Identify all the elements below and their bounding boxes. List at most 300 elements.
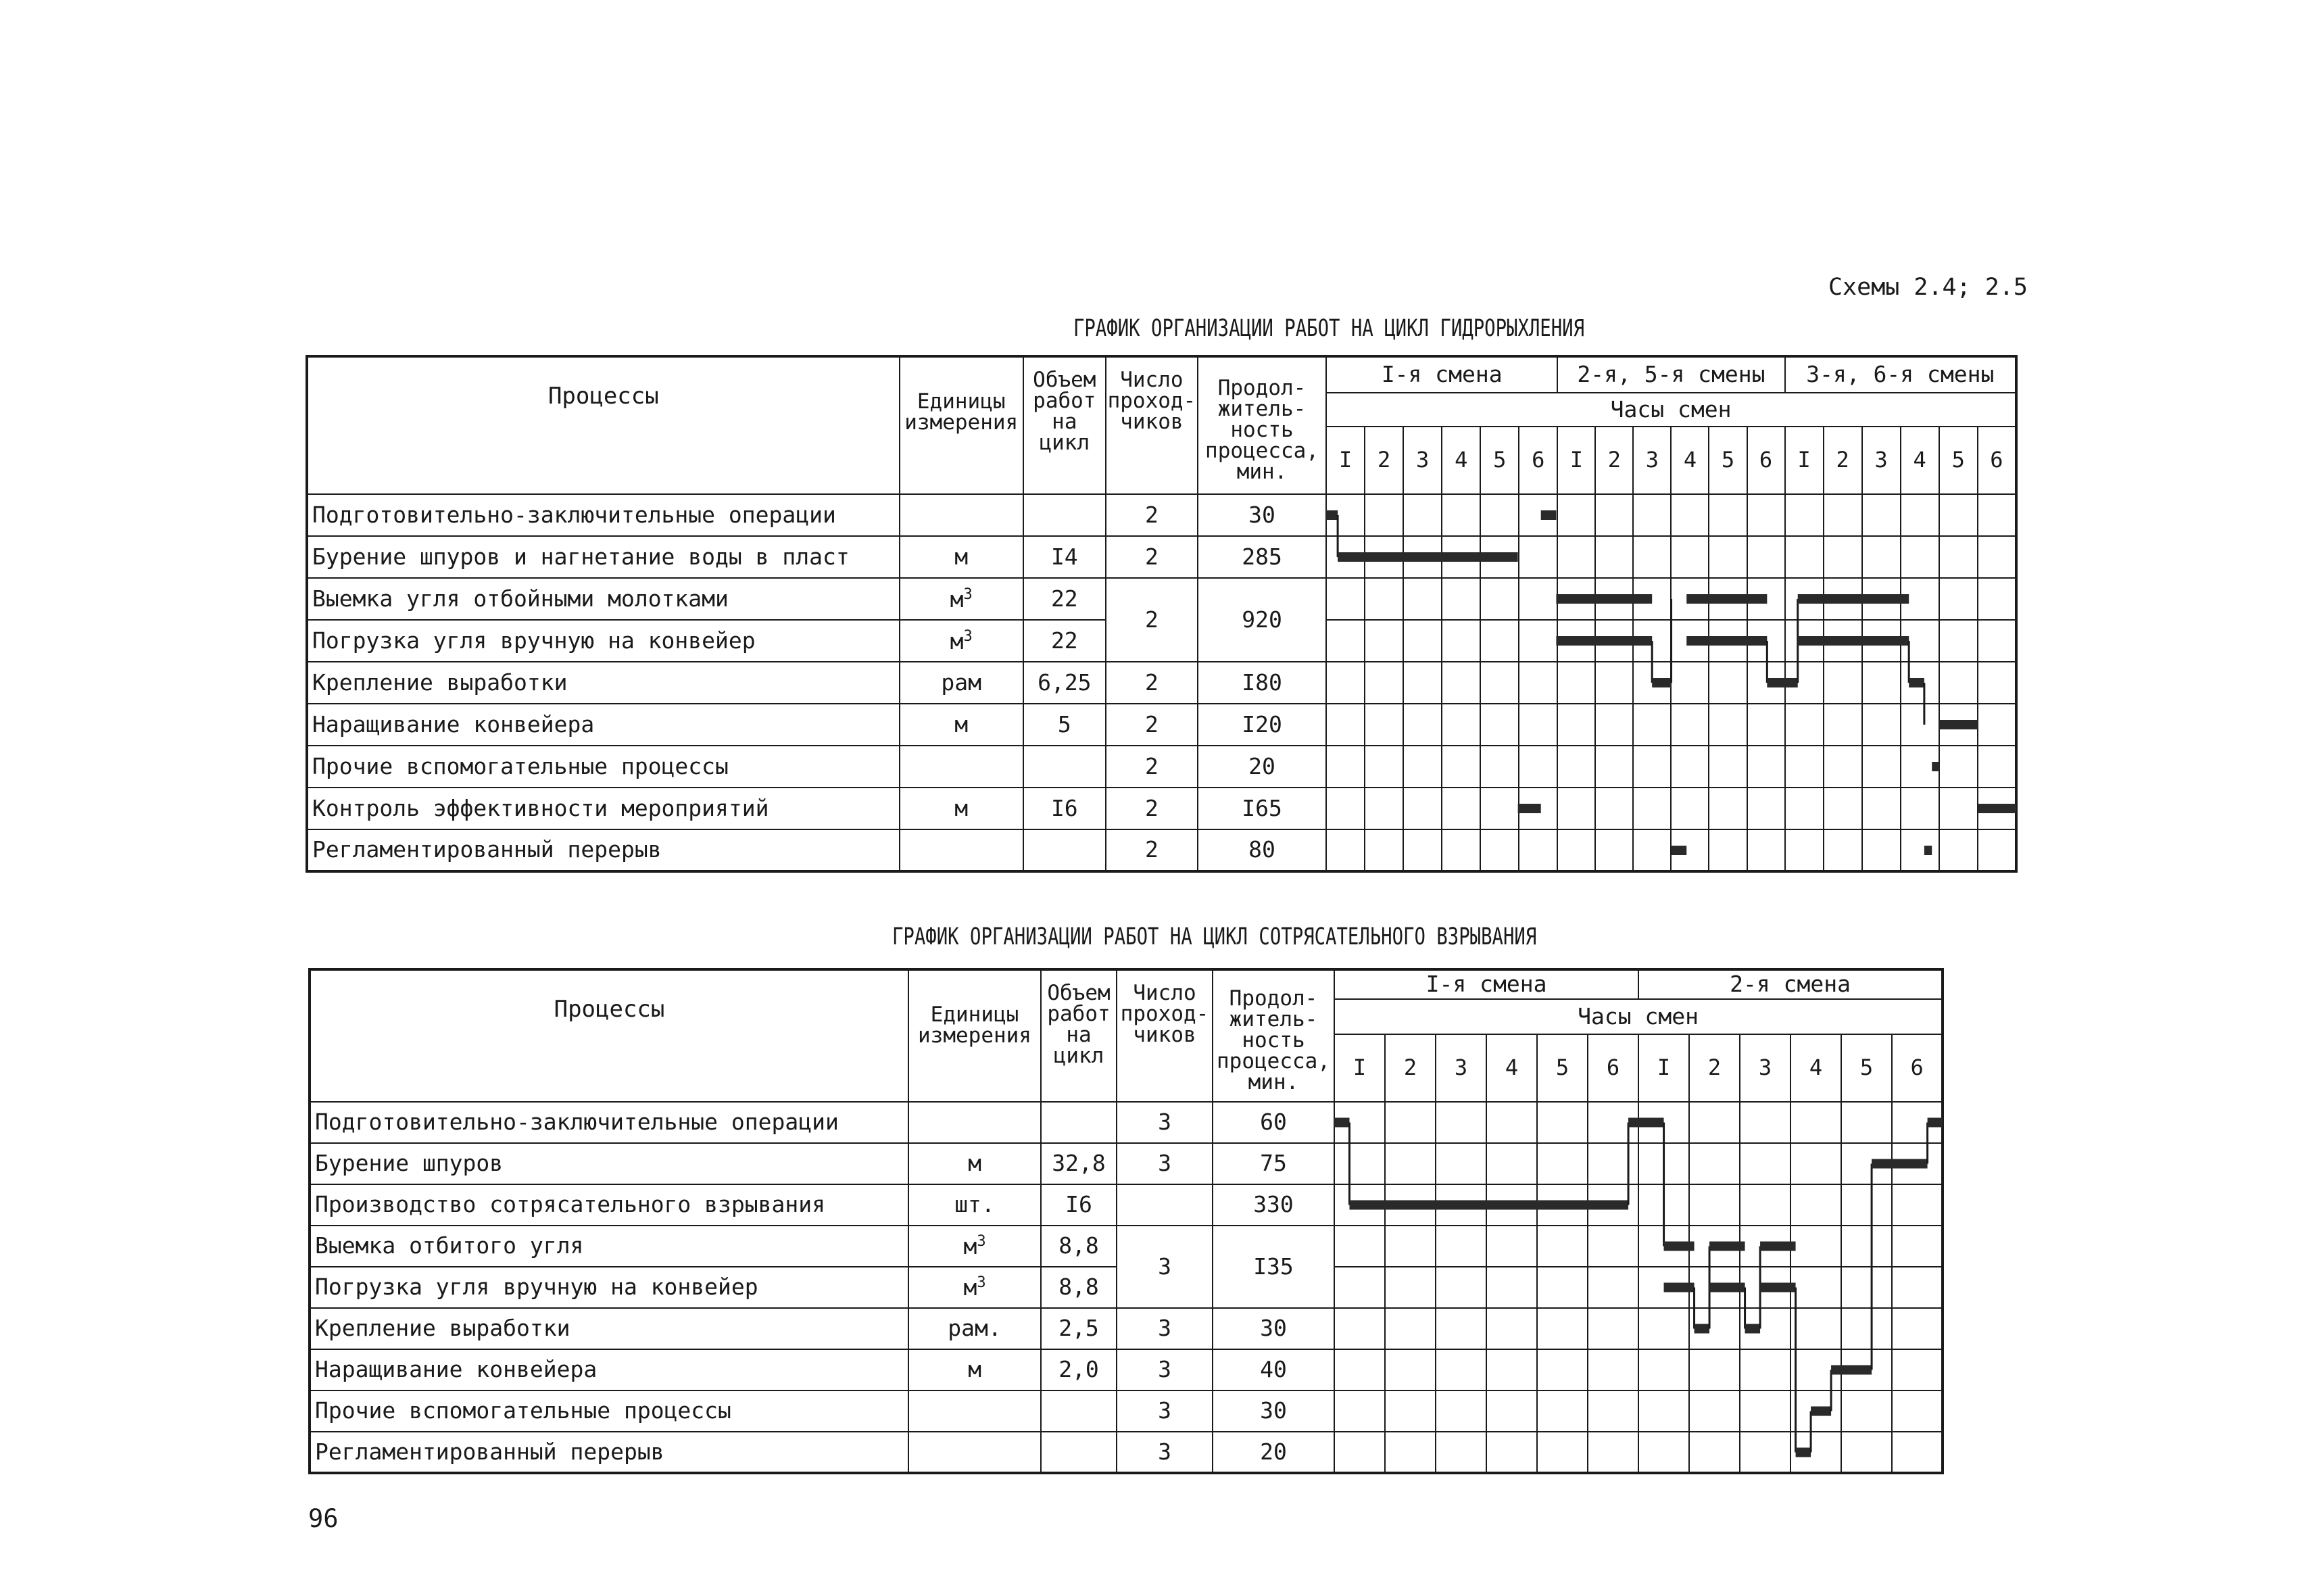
schedule-cell bbox=[1978, 662, 2016, 704]
schedule-cell bbox=[1671, 704, 1709, 746]
schedule-cell bbox=[1334, 1267, 1385, 1308]
schedule-cell bbox=[1633, 494, 1671, 536]
schedule-cell bbox=[1326, 662, 1365, 704]
header-workers: Число проход-чиков bbox=[1117, 969, 1213, 1102]
schedule-cell bbox=[1326, 620, 1365, 662]
hour-label: I bbox=[1326, 427, 1365, 494]
volume-cell: I6 bbox=[1023, 788, 1106, 829]
unit-label: м bbox=[954, 794, 969, 821]
schedule-cell bbox=[1442, 746, 1480, 788]
schedule-cell bbox=[1862, 746, 1901, 788]
process-name: Крепление выработки bbox=[307, 662, 900, 704]
unit-cell bbox=[900, 829, 1023, 871]
table-row bbox=[307, 494, 2016, 536]
schedule-cell bbox=[1671, 494, 1709, 536]
table-row bbox=[310, 1102, 1943, 1143]
schedule-cell bbox=[1978, 536, 2016, 578]
schedule-cell bbox=[1588, 1391, 1638, 1432]
schedule-cell bbox=[1740, 1349, 1790, 1391]
schedule-cell bbox=[1841, 1349, 1892, 1391]
schedule-cell bbox=[1480, 704, 1519, 746]
schedule-cell bbox=[1901, 704, 1939, 746]
schedule-cell bbox=[1790, 1102, 1841, 1143]
hours-header: Часы смен bbox=[1326, 393, 2016, 427]
unit-cell bbox=[908, 1308, 1041, 1349]
schedule-cell bbox=[1436, 1143, 1486, 1184]
schedule-cell bbox=[1537, 1184, 1588, 1226]
schedule-cell bbox=[1633, 788, 1671, 829]
schedule-cell bbox=[1862, 829, 1901, 871]
unit-label: м bbox=[968, 1150, 981, 1177]
workers-cell: 2 bbox=[1106, 788, 1198, 829]
schedule-cell bbox=[1709, 704, 1747, 746]
schedule-cell bbox=[1892, 1349, 1943, 1391]
schedule-cell bbox=[1403, 578, 1442, 620]
schedule-cell bbox=[1841, 1391, 1892, 1432]
schedule-cell bbox=[1709, 662, 1747, 704]
table-row bbox=[307, 829, 2016, 871]
schedule-cell bbox=[1939, 662, 1978, 704]
table2-grid bbox=[308, 968, 1944, 1474]
workers-cell: 2 bbox=[1106, 746, 1198, 788]
volume-cell bbox=[1041, 1102, 1117, 1143]
schedule-cell bbox=[1436, 1432, 1486, 1473]
schedule-cell bbox=[1588, 1432, 1638, 1473]
schedule-cell bbox=[1486, 1267, 1537, 1308]
schedule-cell bbox=[1365, 620, 1403, 662]
process-name: Бурение шпуров bbox=[310, 1143, 908, 1184]
duration-cell: 60 bbox=[1213, 1102, 1334, 1143]
duration-cell: 30 bbox=[1213, 1391, 1334, 1432]
schedule-cell bbox=[1901, 746, 1939, 788]
schedule-cell bbox=[1978, 578, 2016, 620]
schedule-cell bbox=[1790, 1143, 1841, 1184]
schedule-cell bbox=[1633, 704, 1671, 746]
schedule-cell bbox=[1747, 746, 1785, 788]
schedule-cell bbox=[1403, 788, 1442, 829]
schedule-cell bbox=[1385, 1102, 1436, 1143]
schedule-cell bbox=[1436, 1349, 1486, 1391]
hour-label: 6 bbox=[1892, 1034, 1943, 1102]
schedule-cell bbox=[1519, 704, 1557, 746]
schedule-cell bbox=[1785, 578, 1824, 620]
process-name: Выемка угля отбойными молотками bbox=[307, 578, 900, 620]
workers-cell: 2 bbox=[1106, 494, 1198, 536]
workers-cell: 3 bbox=[1117, 1226, 1213, 1308]
table-row bbox=[307, 578, 2016, 620]
volume-cell: 6,25 bbox=[1023, 662, 1106, 704]
schedule-cell bbox=[1978, 829, 2016, 871]
workers-cell: 2 bbox=[1106, 578, 1198, 662]
schedule-cell bbox=[1365, 536, 1403, 578]
schedule-cell bbox=[1785, 662, 1824, 704]
schedule-cell bbox=[1365, 704, 1403, 746]
schedule-cell bbox=[1939, 494, 1978, 536]
hour-label: 6 bbox=[1519, 427, 1557, 494]
schedule-cell bbox=[1480, 829, 1519, 871]
schedule-cell bbox=[1790, 1308, 1841, 1349]
unit-cell bbox=[908, 1143, 1041, 1184]
schedule-cell bbox=[1486, 1349, 1537, 1391]
schedule-cell bbox=[1334, 1184, 1385, 1226]
process-name: Бурение шпуров и нагнетание воды в пласт bbox=[307, 536, 900, 578]
schedule-cell bbox=[1519, 788, 1557, 829]
schedule-cell bbox=[1403, 536, 1442, 578]
header-processes: Процессы bbox=[310, 969, 908, 1102]
shift-header: 2-я, 5-я смены bbox=[1557, 356, 1784, 393]
unit-cell bbox=[908, 1102, 1041, 1143]
hour-label: 5 bbox=[1480, 427, 1519, 494]
hour-label: 4 bbox=[1790, 1034, 1841, 1102]
schedule-cell bbox=[1790, 1391, 1841, 1432]
schedule-cell bbox=[1939, 704, 1978, 746]
workers-cell: 3 bbox=[1117, 1391, 1213, 1432]
hour-label: 6 bbox=[1588, 1034, 1638, 1102]
header-volume: Объем работ на цикл bbox=[1041, 969, 1117, 1102]
schedule-cell bbox=[1557, 620, 1595, 662]
unit-cell bbox=[900, 620, 1023, 662]
schedule-cell bbox=[1785, 746, 1824, 788]
schedule-cell bbox=[1689, 1184, 1740, 1226]
schedule-cell bbox=[1901, 536, 1939, 578]
schedule-cell bbox=[1334, 1391, 1385, 1432]
workers-cell: 3 bbox=[1117, 1143, 1213, 1184]
schedule-cell bbox=[1862, 578, 1901, 620]
hour-label: 2 bbox=[1689, 1034, 1740, 1102]
schedule-cell bbox=[1740, 1143, 1790, 1184]
schedule-cell bbox=[1638, 1226, 1689, 1267]
schedule-cell bbox=[1595, 662, 1633, 704]
schedule-cell bbox=[1326, 536, 1365, 578]
schedule-cell bbox=[1486, 1143, 1537, 1184]
schedule-cell bbox=[1747, 829, 1785, 871]
schedule-cell bbox=[1326, 704, 1365, 746]
volume-cell: I6 bbox=[1041, 1184, 1117, 1226]
volume-cell: 22 bbox=[1023, 578, 1106, 620]
schedule-cell bbox=[1326, 829, 1365, 871]
shift-header: I-я смена bbox=[1326, 356, 1557, 393]
schedule-cell bbox=[1326, 494, 1365, 536]
header-units: Единицы измерения bbox=[908, 969, 1041, 1102]
unit-label: м bbox=[950, 627, 964, 654]
schedule-cell bbox=[1824, 536, 1862, 578]
schedule-cell bbox=[1486, 1432, 1537, 1473]
schedule-cell bbox=[1824, 746, 1862, 788]
volume-cell bbox=[1023, 829, 1106, 871]
duration-cell: 920 bbox=[1198, 578, 1326, 662]
process-name: Выемка отбитого угля bbox=[310, 1226, 908, 1267]
schedule-cell bbox=[1978, 746, 2016, 788]
workers-cell: 3 bbox=[1117, 1349, 1213, 1391]
schedule-cell bbox=[1537, 1226, 1588, 1267]
schedule-cell bbox=[1709, 494, 1747, 536]
hour-label: 4 bbox=[1486, 1034, 1537, 1102]
hour-label: 5 bbox=[1939, 427, 1978, 494]
unit-cell bbox=[900, 704, 1023, 746]
volume-cell bbox=[1041, 1432, 1117, 1473]
schedule-cell bbox=[1747, 536, 1785, 578]
schedule-cell bbox=[1785, 494, 1824, 536]
schedule-cell bbox=[1939, 746, 1978, 788]
duration-cell: 330 bbox=[1213, 1184, 1334, 1226]
unit-cell bbox=[908, 1432, 1041, 1473]
schedule-cell bbox=[1557, 662, 1595, 704]
schedule-cell bbox=[1740, 1184, 1790, 1226]
unit-label: м bbox=[963, 1274, 977, 1301]
schedule-cell bbox=[1671, 746, 1709, 788]
hour-label: 3 bbox=[1403, 427, 1442, 494]
schedule-cell bbox=[1557, 704, 1595, 746]
schedule-cell bbox=[1595, 578, 1633, 620]
schedule-cell bbox=[1442, 788, 1480, 829]
schedule-cell bbox=[1747, 704, 1785, 746]
schedule-cell bbox=[1790, 1267, 1841, 1308]
schedule-cell bbox=[1689, 1308, 1740, 1349]
schedule-cell bbox=[1633, 829, 1671, 871]
process-name: Подготовительно-заключительные операции bbox=[307, 494, 900, 536]
schedule-cell bbox=[1939, 536, 1978, 578]
process-name: Прочие вспомогательные процессы bbox=[310, 1391, 908, 1432]
duration-cell: I65 bbox=[1198, 788, 1326, 829]
schedule-cell bbox=[1638, 1308, 1689, 1349]
hour-label: I bbox=[1638, 1034, 1689, 1102]
schedule-cell bbox=[1862, 494, 1901, 536]
schedule-cell bbox=[1403, 620, 1442, 662]
table-row bbox=[307, 788, 2016, 829]
schedule-cell bbox=[1709, 788, 1747, 829]
header-workers: Число проход-чиков bbox=[1106, 356, 1198, 494]
hour-label: 3 bbox=[1740, 1034, 1790, 1102]
schedule-cell bbox=[1841, 1267, 1892, 1308]
schedule-cell bbox=[1824, 788, 1862, 829]
schedule-cell bbox=[1442, 578, 1480, 620]
schedule-cell bbox=[1519, 494, 1557, 536]
schedule-cell bbox=[1557, 578, 1595, 620]
schedule-cell bbox=[1790, 1184, 1841, 1226]
process-name: Погрузка угля вручную на конвейер bbox=[307, 620, 900, 662]
volume-cell: 2,5 bbox=[1041, 1308, 1117, 1349]
duration-cell: 75 bbox=[1213, 1143, 1334, 1184]
schedule-cell bbox=[1436, 1102, 1486, 1143]
schedule-cell bbox=[1385, 1349, 1436, 1391]
schedule-cell bbox=[1978, 704, 2016, 746]
schedule-cell bbox=[1486, 1308, 1537, 1349]
unit-exponent: 3 bbox=[963, 585, 973, 603]
schedule-cell bbox=[1588, 1349, 1638, 1391]
hour-label: I bbox=[1557, 427, 1595, 494]
schedule-cell bbox=[1901, 494, 1939, 536]
unit-exponent: 3 bbox=[977, 1233, 986, 1251]
schedule-cell bbox=[1537, 1308, 1588, 1349]
schedule-cell bbox=[1519, 662, 1557, 704]
schedule-cell bbox=[1519, 578, 1557, 620]
hour-label: 4 bbox=[1671, 427, 1709, 494]
duration-cell: I20 bbox=[1198, 704, 1326, 746]
schedule-cell bbox=[1740, 1391, 1790, 1432]
schedule-cell bbox=[1709, 746, 1747, 788]
process-name: Погрузка угля вручную на конвейер bbox=[310, 1267, 908, 1308]
shift-header: 3-я, 6-я смены bbox=[1785, 356, 2016, 393]
schedule-cell bbox=[1740, 1308, 1790, 1349]
unit-cell bbox=[900, 662, 1023, 704]
unit-cell bbox=[908, 1226, 1041, 1267]
schedule-cell bbox=[1403, 662, 1442, 704]
schedule-cell bbox=[1824, 829, 1862, 871]
table-row bbox=[310, 1349, 1943, 1391]
schedule-cell bbox=[1790, 1226, 1841, 1267]
schedule-cell bbox=[1841, 1432, 1892, 1473]
schedule-cell bbox=[1519, 536, 1557, 578]
schedule-cell bbox=[1442, 662, 1480, 704]
schedule-cell bbox=[1689, 1432, 1740, 1473]
schedule-cell bbox=[1442, 704, 1480, 746]
duration-cell: 80 bbox=[1198, 829, 1326, 871]
schedule-cell bbox=[1334, 1308, 1385, 1349]
schedule-cell bbox=[1740, 1102, 1790, 1143]
hour-label: 3 bbox=[1862, 427, 1901, 494]
schedule-cell bbox=[1633, 536, 1671, 578]
hours-header: Часы смен bbox=[1334, 999, 1943, 1034]
schedule-cell bbox=[1709, 829, 1747, 871]
duration-cell: 30 bbox=[1198, 494, 1326, 536]
schedule-cell bbox=[1519, 746, 1557, 788]
schedule-cell bbox=[1824, 704, 1862, 746]
schedule-cell bbox=[1486, 1184, 1537, 1226]
schedule-cell bbox=[1892, 1308, 1943, 1349]
header-volume: Объем работ на цикл bbox=[1023, 356, 1106, 494]
schedule-cell bbox=[1334, 1226, 1385, 1267]
duration-cell: I80 bbox=[1198, 662, 1326, 704]
schedule-cell bbox=[1747, 578, 1785, 620]
schedule-cell bbox=[1901, 829, 1939, 871]
volume-cell: 32,8 bbox=[1041, 1143, 1117, 1184]
table1-title: ГРАФИК ОРГАНИЗАЦИИ РАБОТ НА ЦИКЛ ГИДРОРЫХЛЕНИЯ bbox=[1073, 315, 1585, 342]
schedule-cell bbox=[1862, 620, 1901, 662]
schedule-cell bbox=[1588, 1184, 1638, 1226]
schedule-cell bbox=[1480, 788, 1519, 829]
schedule-cell bbox=[1638, 1143, 1689, 1184]
schedule-cell bbox=[1334, 1349, 1385, 1391]
schedule-cell bbox=[1790, 1349, 1841, 1391]
schedule-cell bbox=[1385, 1143, 1436, 1184]
schedule-cell bbox=[1841, 1226, 1892, 1267]
unit-cell bbox=[900, 494, 1023, 536]
schedule-cell bbox=[1365, 829, 1403, 871]
unit-label: рам bbox=[941, 669, 982, 696]
header-units: Единицы измерения bbox=[900, 356, 1023, 494]
process-name: Подготовительно-заключительные операции bbox=[310, 1102, 908, 1143]
workers-cell: 3 bbox=[1117, 1102, 1213, 1143]
schedule-cell bbox=[1862, 788, 1901, 829]
schedule-cell bbox=[1939, 829, 1978, 871]
process-name: Наращивание конвейера bbox=[310, 1349, 908, 1391]
workers-cell bbox=[1117, 1184, 1213, 1226]
table-row bbox=[310, 1184, 1943, 1226]
schedule-cell bbox=[1892, 1184, 1943, 1226]
schedule-cell bbox=[1537, 1432, 1588, 1473]
schedule-cell bbox=[1480, 662, 1519, 704]
hour-label: I bbox=[1334, 1034, 1385, 1102]
schedule-cell bbox=[1689, 1349, 1740, 1391]
schedule-cell bbox=[1334, 1432, 1385, 1473]
duration-cell: I35 bbox=[1213, 1226, 1334, 1308]
unit-label: м bbox=[963, 1233, 977, 1260]
schedule-cell bbox=[1633, 578, 1671, 620]
schedule-cell bbox=[1740, 1267, 1790, 1308]
process-name: Производство сотрясательного взрывания bbox=[310, 1184, 908, 1226]
schedule-cell bbox=[1901, 620, 1939, 662]
process-name: Контроль эффективности мероприятий bbox=[307, 788, 900, 829]
schedule-cell bbox=[1790, 1432, 1841, 1473]
hour-label: 5 bbox=[1841, 1034, 1892, 1102]
schedule-cell bbox=[1862, 536, 1901, 578]
schedule-cell bbox=[1633, 662, 1671, 704]
unit-label: м bbox=[954, 710, 969, 737]
schedule-cell bbox=[1365, 662, 1403, 704]
schedule-cell bbox=[1747, 494, 1785, 536]
schedule-cell bbox=[1436, 1267, 1486, 1308]
process-name: Наращивание конвейера bbox=[307, 704, 900, 746]
hour-label: 6 bbox=[1747, 427, 1785, 494]
schedule-cell bbox=[1785, 788, 1824, 829]
schedule-cell bbox=[1824, 620, 1862, 662]
schedule-cell bbox=[1689, 1143, 1740, 1184]
table2-title: ГРАФИК ОРГАНИЗАЦИИ РАБОТ НА ЦИКЛ СОТРЯСАТЕЛЬНОГО ВЗРЫВАНИЯ bbox=[892, 923, 1537, 950]
schedule-cell bbox=[1638, 1267, 1689, 1308]
schedule-cell bbox=[1557, 536, 1595, 578]
schedule-cell bbox=[1824, 578, 1862, 620]
schedule-cell bbox=[1862, 662, 1901, 704]
schedule-cell bbox=[1486, 1102, 1537, 1143]
workers-cell: 2 bbox=[1106, 536, 1198, 578]
schedule-cell bbox=[1557, 746, 1595, 788]
schedule-cell bbox=[1892, 1102, 1943, 1143]
schedule-cell bbox=[1436, 1184, 1486, 1226]
schedule-cell bbox=[1480, 494, 1519, 536]
schedule-cell bbox=[1326, 578, 1365, 620]
schedule-cell bbox=[1403, 704, 1442, 746]
schedule-cell bbox=[1480, 578, 1519, 620]
schedule-cell bbox=[1519, 620, 1557, 662]
hour-label: 2 bbox=[1595, 427, 1633, 494]
schedule-cell bbox=[1785, 704, 1824, 746]
header-duration: Продол-житель-ность процесса, мин. bbox=[1198, 356, 1326, 494]
schedule-cell bbox=[1595, 536, 1633, 578]
schedule-cell bbox=[1365, 746, 1403, 788]
schedule-cell bbox=[1689, 1267, 1740, 1308]
unit-cell bbox=[900, 788, 1023, 829]
schedule-cell bbox=[1671, 578, 1709, 620]
unit-cell bbox=[908, 1184, 1041, 1226]
schedule-cell bbox=[1892, 1391, 1943, 1432]
schedule-cell bbox=[1785, 536, 1824, 578]
schedule-cell bbox=[1480, 620, 1519, 662]
table-row bbox=[307, 662, 2016, 704]
schedule-cell bbox=[1442, 536, 1480, 578]
hour-label: 2 bbox=[1365, 427, 1403, 494]
hour-label: 4 bbox=[1442, 427, 1480, 494]
schedule-cell bbox=[1486, 1226, 1537, 1267]
schedule-cell bbox=[1841, 1102, 1892, 1143]
schedule-cell bbox=[1385, 1308, 1436, 1349]
schedule-cell bbox=[1841, 1308, 1892, 1349]
schedule-cell bbox=[1588, 1143, 1638, 1184]
hour-label: 2 bbox=[1385, 1034, 1436, 1102]
schedule-cell bbox=[1689, 1391, 1740, 1432]
hour-label: 5 bbox=[1709, 427, 1747, 494]
process-name: Регламентированный перерыв bbox=[307, 829, 900, 871]
schedule-cell bbox=[1892, 1267, 1943, 1308]
